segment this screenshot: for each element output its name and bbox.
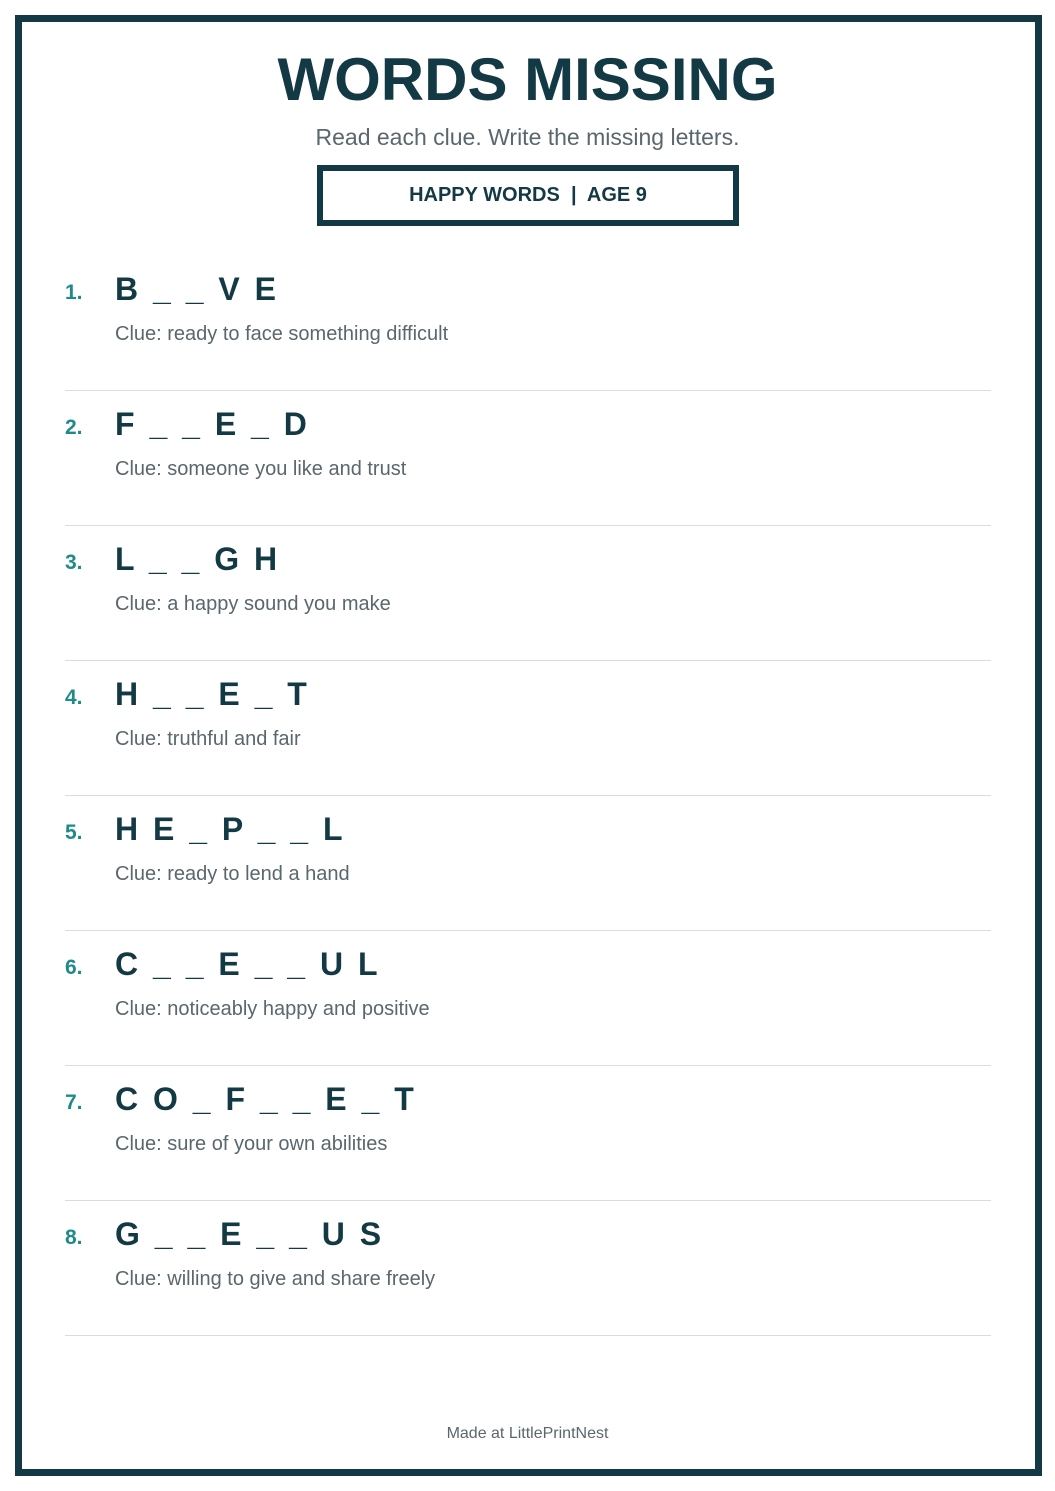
page-subtitle: Read each clue. Write the missing letters. xyxy=(315,124,740,150)
word-item xyxy=(65,1202,991,1336)
item-clue: Clue: noticeably happy and positive xyxy=(115,998,430,1020)
item-clue: Clue: ready to lend a hand xyxy=(115,863,350,885)
page-title: WORDS MISSING xyxy=(277,46,778,113)
footer-credit: Made at LittlePrintNest xyxy=(446,1425,609,1442)
word-item xyxy=(65,1067,991,1201)
item-number: 5. xyxy=(65,821,83,844)
missing-letters-word: G _ _ E _ _ U S xyxy=(115,1216,383,1252)
word-item xyxy=(65,797,991,931)
word-item xyxy=(65,257,991,391)
missing-letters-word: H E _ P _ _ L xyxy=(115,811,344,847)
item-clue: Clue: someone you like and trust xyxy=(115,458,407,480)
item-clue: Clue: truthful and fair xyxy=(115,728,301,750)
item-clue: Clue: a happy sound you make xyxy=(115,593,391,615)
item-clue: Clue: willing to give and share freely xyxy=(115,1268,436,1290)
item-number: 3. xyxy=(65,551,83,574)
word-item xyxy=(65,527,991,661)
item-number: 7. xyxy=(65,1091,83,1114)
item-number: 2. xyxy=(65,416,83,439)
word-item xyxy=(65,662,991,796)
missing-letters-word: B _ _ V E xyxy=(115,271,277,307)
topic-age-badge: HAPPY WORDS | AGE 9 xyxy=(317,165,739,226)
missing-letters-word: L _ _ G H xyxy=(115,541,279,577)
item-number: 4. xyxy=(65,686,83,709)
item-number: 1. xyxy=(65,281,83,304)
missing-letters-word: C _ _ E _ _ U L xyxy=(115,946,379,982)
word-item xyxy=(65,932,991,1066)
missing-letters-word: F _ _ E _ D xyxy=(115,406,308,442)
missing-letters-word: C O _ F _ _ E _ T xyxy=(115,1081,415,1117)
item-number: 6. xyxy=(65,956,83,979)
item-clue: Clue: ready to face something difficult xyxy=(115,323,449,345)
word-item xyxy=(65,392,991,526)
missing-letters-word: H _ _ E _ T xyxy=(115,676,308,712)
word-list xyxy=(65,257,991,1337)
item-clue: Clue: sure of your own abilities xyxy=(115,1133,388,1155)
item-number: 8. xyxy=(65,1226,83,1249)
